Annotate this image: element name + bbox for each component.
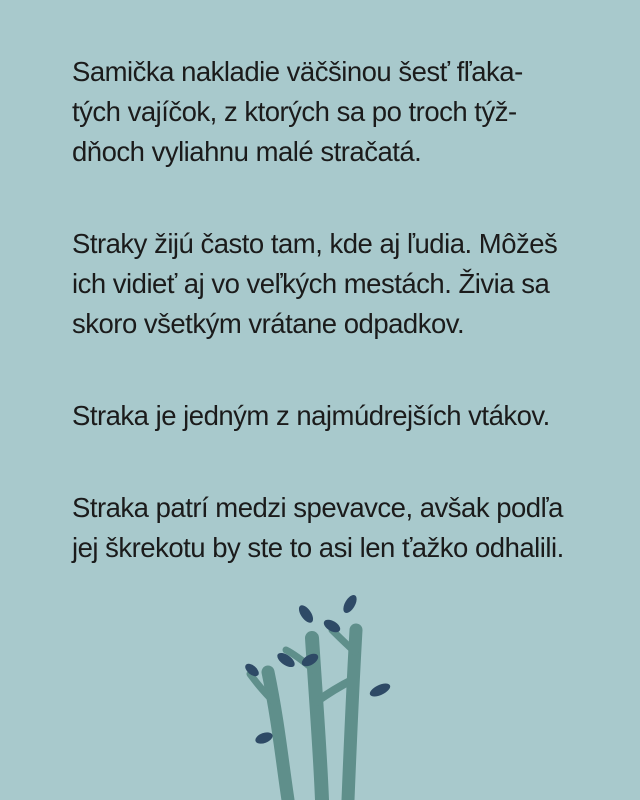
paragraph-songbird <box>72 488 588 568</box>
paragraph-intelligence <box>72 396 588 436</box>
text-line: Samička nakladie väčšinou šesť fľaka- <box>72 56 523 87</box>
text-line: skoro všetkým vrátane odpadkov. <box>72 308 465 339</box>
text-line: Straka je jedným z najmúdrejších vtákov. <box>72 400 550 431</box>
paragraph-eggs <box>72 52 588 172</box>
text-block <box>72 52 588 620</box>
paragraph-habitat <box>72 224 588 344</box>
text-line: dňoch vyliahnu malé stračatá. <box>72 136 422 167</box>
text-line: jej škrekotu by ste to asi len ťažko odhalili. <box>72 532 564 563</box>
text-line: ich vidieť aj vo veľkých mestách. Živia sa <box>72 268 550 299</box>
branch-illustration <box>240 590 420 800</box>
branch-right <box>348 630 356 800</box>
text-line: tých vajíčok, z ktorých sa po troch týž- <box>72 96 517 127</box>
text-line: Straky žijú často tam, kde aj ľudia. Môžeš <box>72 228 558 259</box>
leaf-icon <box>296 603 316 625</box>
leaf-icon <box>368 681 392 699</box>
branches <box>250 630 356 800</box>
leaf-icon <box>341 593 360 615</box>
leaf-icon <box>254 730 274 746</box>
text-line: Straka patrí medzi spevavce, avšak podľa <box>72 492 563 523</box>
